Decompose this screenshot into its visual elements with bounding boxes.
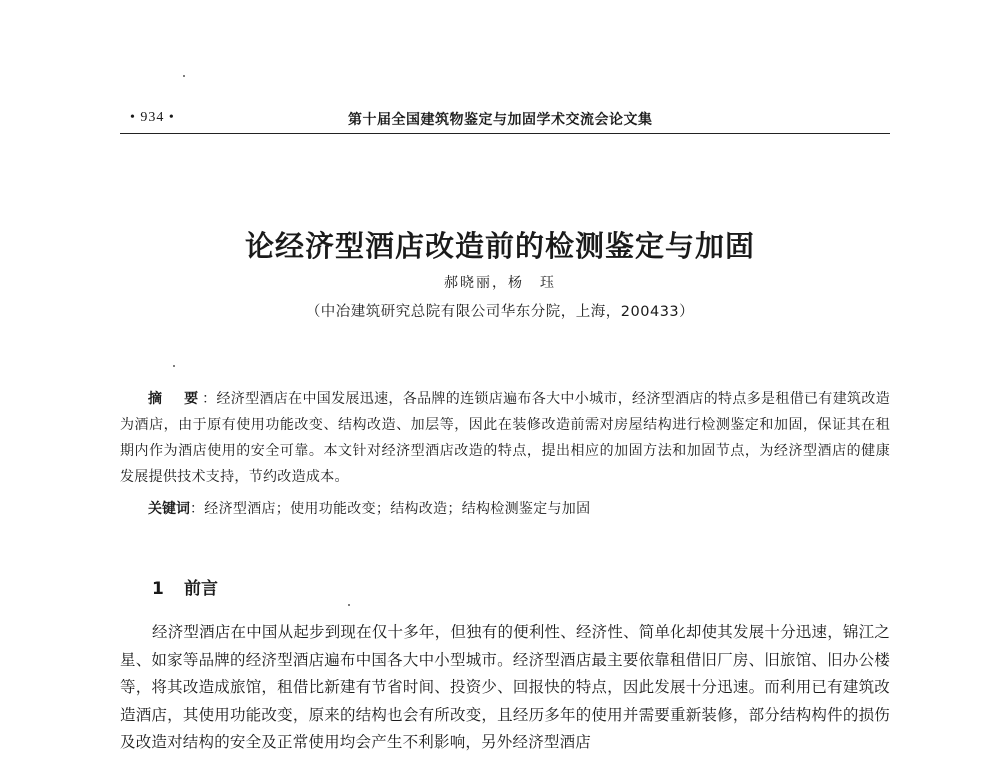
scan-speck <box>173 365 175 367</box>
scan-speck <box>183 75 185 77</box>
abstract-label: 摘 要 <box>148 391 203 407</box>
section-title: 前言 <box>184 579 218 599</box>
scan-speck <box>348 604 350 606</box>
abstract <box>120 386 890 490</box>
section-number: 1 <box>152 579 164 599</box>
keywords-label: 关键词 <box>148 501 190 517</box>
journal-title: 第十届全国建筑物鉴定与加固学术交流会论文集 <box>348 112 653 128</box>
paper-title: 论经济型酒店改造前的检测鉴定与加固 <box>244 229 755 263</box>
keywords-text: ：经济型酒店；使用功能改变；结构改造；结构检测鉴定与加固 <box>190 501 591 517</box>
section-body-text: 经济型酒店在中国从起步到现在仅十多年，但独有的便利性、经济性、简单化却使其发展十分迅速，锦江之星、如家等品牌的经济型酒店遍布中国各大中小型城市。经济型酒店最主要依靠租借旧厂房、旧旅馆、旧办公楼等，将其改造成旅馆，租借比新建有节省时间、投资少、回报快的特点，因此发展十分迅速。而利用已有建筑改造酒店，其使用功能改变，原来的结构也会有所改变，且经历多年的使用并需要重新装修，部分结构构件的损伤及改造对结构的安全及正常使用均会产生不利影响，另外经济型酒店 <box>120 623 890 751</box>
affiliation: （中冶建筑研究总院有限公司华东分院，上海，200433） <box>305 304 695 320</box>
abstract-text: ：经济型酒店在中国发展迅速，各品牌的连锁店遍布各大中小城市，经济型酒店的特点多是租借已有建筑改造为酒店，由于原有使用功能改变、结构改造、加层等，因此在装修改造前需对房屋结构进行检测鉴定和加固，保证其在租期内作为酒店使用的安全可靠。本文针对经济型酒店改造的特点，提出相应的加固方法和加固节点，为经济型酒店的健康发展提供技术支持，节约改造成本。 <box>120 391 890 485</box>
authors: 郝晓丽，杨 珏 <box>444 275 556 291</box>
running-header <box>120 104 890 132</box>
header-rule <box>120 133 890 134</box>
keywords <box>148 496 890 522</box>
section-body <box>120 619 890 757</box>
section-heading <box>152 574 218 599</box>
page-number: • 934 • <box>130 110 175 125</box>
